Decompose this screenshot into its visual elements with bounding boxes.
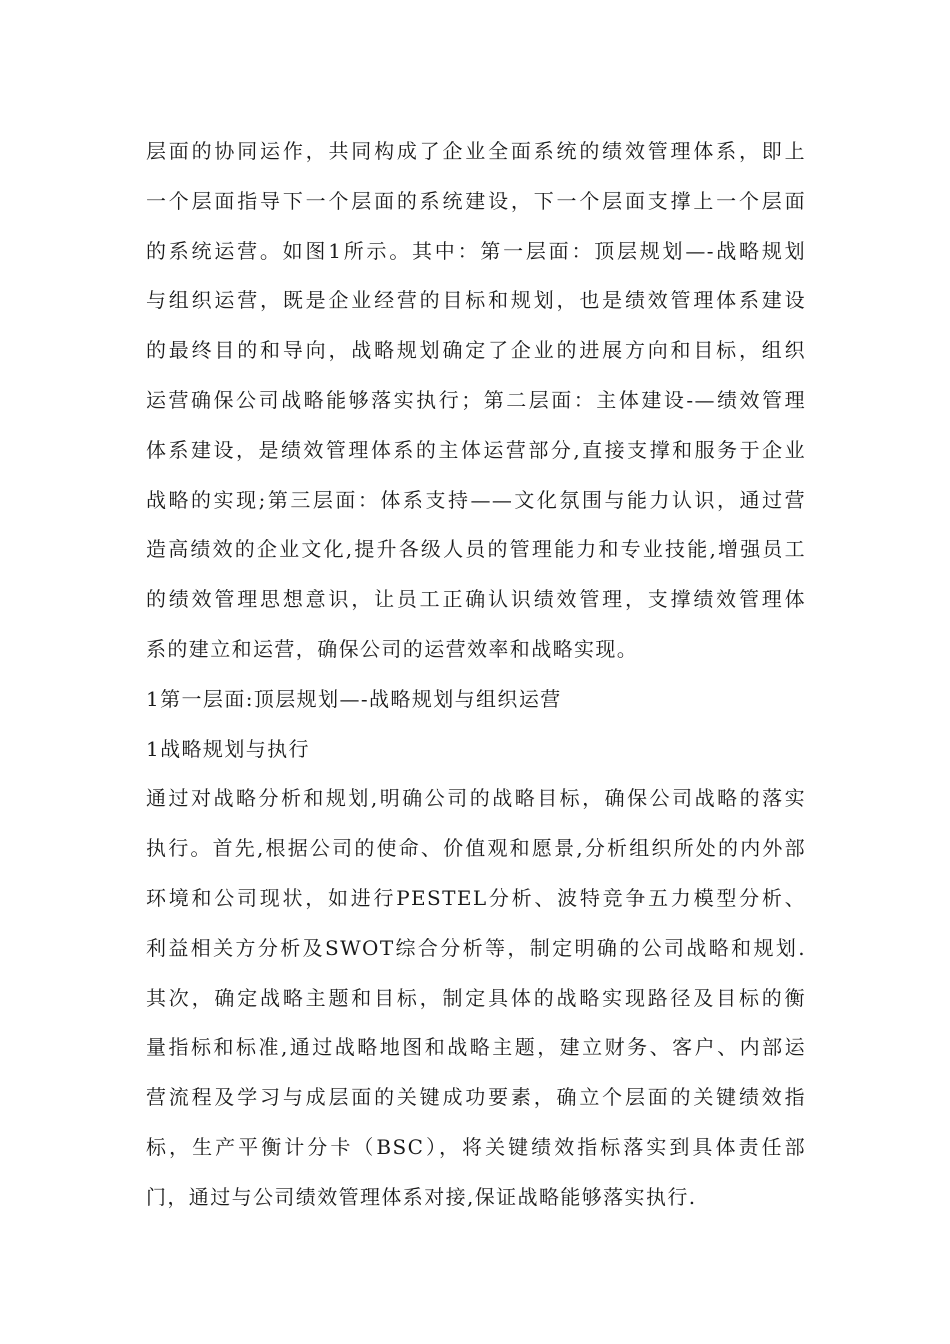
text-line: 层面的协同运作，共同构成了企业全面系统的绩效管理体系，即上 [146, 139, 806, 163]
text-line: 其次，确定战略主题和目标，制定具体的战略实现路径及目标的衡 [146, 985, 806, 1010]
paragraph-last-line: 门，通过与公司绩效管理体系对接,保证战略能够落实执行. [146, 1184, 697, 1209]
text-line: 的系统运营。如图1所示。其中：第一层面：顶层规划—-战略规划 [146, 238, 806, 263]
text-line: 标，生产平衡计分卡（BSC），将关键绩效指标落实到具体责任部 [146, 1134, 806, 1159]
text-line: 一个层面指导下一个层面的系统建设，下一个层面支撑上一个层面 [146, 188, 806, 213]
paragraph-last-line: 系的建立和运营，确保公司的运营效率和战略实现。 [146, 636, 639, 661]
document-body [146, 136, 806, 1232]
text-line: 的最终目的和导向，战略规划确定了企业的进展方向和目标，组织 [146, 338, 806, 363]
text-line: 营流程及学习与成层面的关键成功要素，确立个层面的关键绩效指 [146, 1085, 806, 1110]
text-line: 造高绩效的企业文化,提升各级人员的管理能力和专业技能,增强员工 [146, 537, 806, 562]
text-line: 量指标和标准,通过战略地图和战略主题，建立财务、客户、内部运 [146, 1035, 806, 1060]
text-line: 体系建设，是绩效管理体系的主体运营部分,直接支撑和服务于企业 [146, 437, 806, 462]
section-heading: 1第一层面:顶层规划—-战略规划与组织运营 [146, 686, 562, 711]
subsection-heading: 1战略规划与执行 [146, 736, 310, 761]
text-line: 战略的实现;第三层面：体系支持——文化氛围与能力认识，通过营 [146, 487, 806, 512]
text-line: 与组织运营，既是企业经营的目标和规划，也是绩效管理体系建设 [146, 288, 806, 313]
text-line: 运营确保公司战略能够落实执行；第二层面：主体建设-—绩效管理 [146, 387, 806, 412]
text-line: 环境和公司现状，如进行PESTEL分析、波特竞争五力模型分析、 [146, 885, 806, 910]
text-line: 利益相关方分析及SWOT综合分析等，制定明确的公司战略和规划. [146, 935, 806, 960]
text-line: 的绩效管理思想意识，让员工正确认识绩效管理，支撑绩效管理体 [146, 587, 806, 612]
text-line: 通过对战略分析和规划,明确公司的战略目标，确保公司战略的落实 [146, 786, 806, 811]
text-line: 执行。首先,根据公司的使命、价值观和愿景,分析组织所处的内外部 [146, 836, 806, 861]
